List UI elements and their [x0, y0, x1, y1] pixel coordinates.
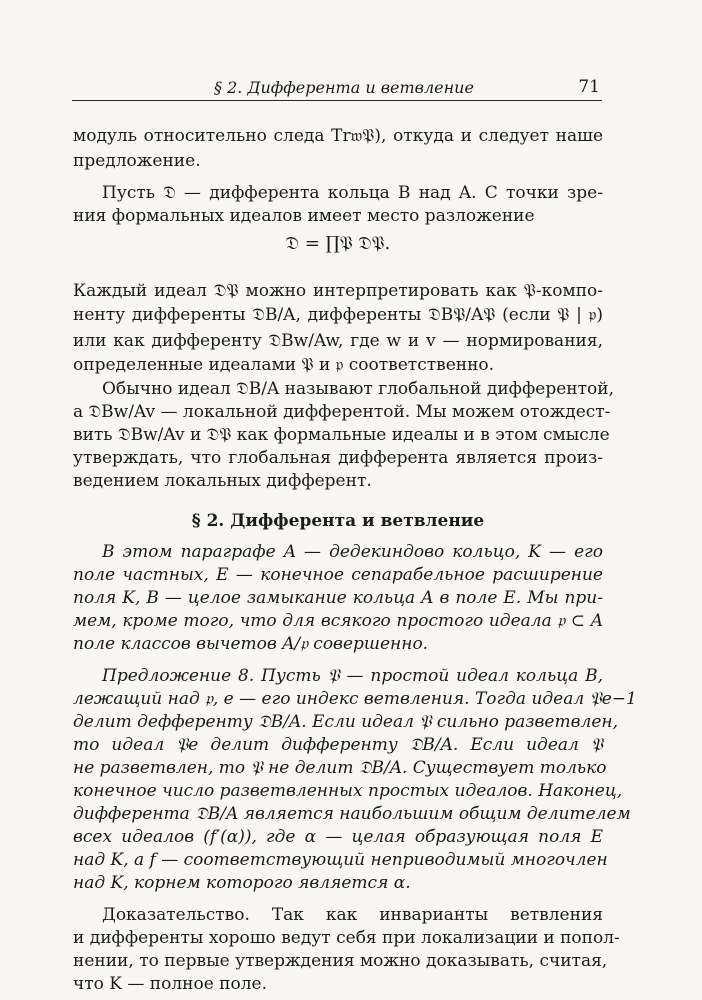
- text-line: или как дифференту 𝔇Bw/Aw, где w и v — нормирования,: [73, 331, 603, 351]
- proof-line: что K — полное поле.: [73, 974, 268, 994]
- text-line: определенные идеалами 𝔓 и 𝔭 соответственно.: [73, 355, 495, 375]
- text-line: ния формальных идеалов имеет место разложение: [73, 206, 535, 226]
- proposition-line: не разветвлен, то 𝔓 не делит 𝔇B/A. Существует только: [73, 758, 607, 778]
- text-line: мем, кроме того, что для всякого простого идеала 𝔭 ⊂ A: [73, 611, 603, 631]
- proposition-line: дифферента 𝔇B/A является наибольшим общим делителем: [73, 804, 631, 824]
- text-line: поле частных, E — конечное сепарабельное расширение: [73, 565, 603, 585]
- text-line: Пусть 𝔇 — дифферента кольца B над A. С точки зре-: [102, 183, 603, 203]
- proposition-line: над K, корнем которого является α.: [73, 873, 411, 893]
- text-line: Обычно идеал 𝔇B/A называют глобальной дифферентой,: [102, 379, 614, 399]
- text-line: ведением локальных дифферент.: [73, 471, 372, 491]
- text-line: модуль относительно следа Tr𝔴𝔓), откуда и следует наше: [73, 126, 603, 146]
- text-line: В этом параграфе A — дедекиндово кольцо, K — его: [102, 542, 603, 562]
- proposition-line: всех идеалов (f′(α)), где α — целая образующая поля E: [73, 827, 603, 847]
- text-line: поле классов вычетов A/𝔭 совершенно.: [73, 634, 429, 654]
- proposition-line: делит деффеpенту 𝔇B/A. Если идеал 𝔓 сильно разветвлен,: [73, 712, 618, 732]
- running-head: [72, 76, 602, 101]
- proposition-line: конечное число разветвленных простых идеалов. Наконец,: [73, 781, 623, 801]
- proposition-line: лежащий над 𝔭, e — его индекс ветвления. Тогда идеал 𝔓e−1: [73, 689, 637, 709]
- text-line: а 𝔇Bw/Av — локальной дифферентой. Мы можем отождест-: [73, 402, 611, 422]
- text-line: предложение.: [73, 151, 201, 171]
- section-heading: § 2. Дифферента и ветвление: [191, 511, 485, 531]
- display-formula: 𝔇 = ∏𝔓 𝔇𝔓.: [285, 233, 391, 254]
- text-line: вить 𝔇Bw/Av и 𝔇𝔓 как формальные идеалы и в этом смысле: [73, 425, 610, 445]
- proposition-line: над K, а f — соответствующий неприводимый многочлен: [73, 850, 608, 870]
- running-head-title: § 2. Дифферента и ветвление: [214, 78, 474, 97]
- proof-line: нении, то первые утверждения можно доказывать, считая,: [73, 951, 608, 971]
- text-line: утверждать, что глобальная дифферента является произ-: [73, 448, 603, 468]
- proof-line: Доказательство. Так как инварианты ветвления: [102, 905, 603, 925]
- text-line: ненту дифференты 𝔇B/A, дифференты 𝔇B𝔓/A𝔓 (если 𝔓 | 𝔭): [73, 305, 603, 325]
- text-line: Каждый идеал 𝔇𝔓 можно интерпретировать как 𝔓-компо-: [73, 281, 603, 301]
- proposition-line: то идеал 𝔓e делит дифференту 𝔇B/A. Если идеал 𝔓: [73, 735, 603, 755]
- proposition-line: Предложение 8. Пусть 𝔓 — простой идеал кольца B,: [102, 666, 603, 686]
- page-number: 71: [578, 77, 600, 97]
- text-line: поля K, B — целое замыкание кольца A в поле E. Мы при-: [73, 588, 603, 608]
- proof-line: и дифференты хорошо ведут себя при локализации и попол-: [73, 928, 620, 948]
